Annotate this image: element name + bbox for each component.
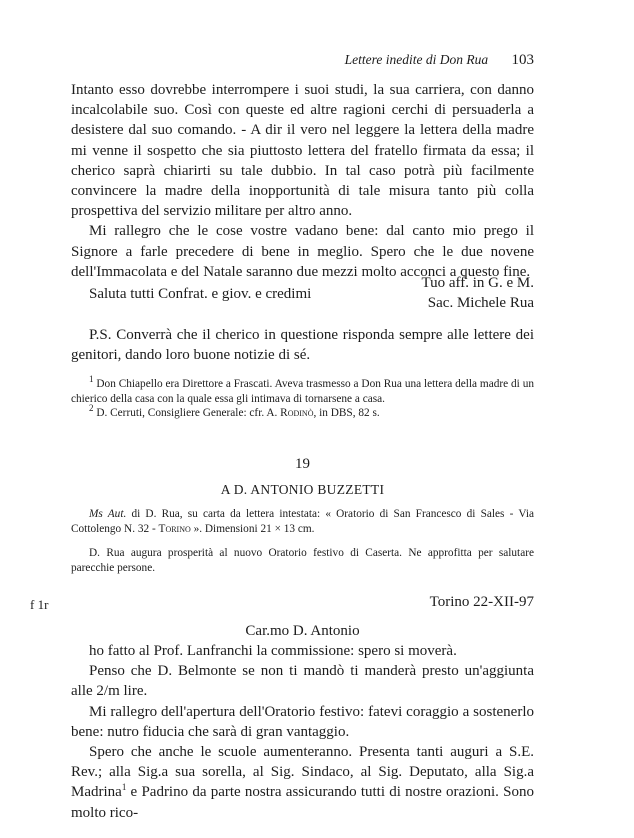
folio-marker: f 1r bbox=[30, 597, 49, 612]
body-paragraph: Intanto esso dovrebbe interrompere i suoi studi, la sua carriera, con danno incalcolabile suo. Così con queste ed altre ragioni cerchi di persuaderla a desistere dal suo comando. - A dir il vero nel leggere la lettera della madre mi venne il sospetto che sia piuttosto lettera del fratello firmata da essa; il cherico saprà chiarirti su tale dubbio. In tal caso potrà più facilmente convincere la madre della inopportunità di tale misura tanto più colla prospettiva del servizio militare per altro anno. bbox=[71, 82, 534, 220]
running-title: Lettere inedite di Don Rua bbox=[344, 52, 489, 67]
body-paragraph: Mi rallegro che le cose vostre vadano bene: dal canto mio prego il Signore a farle precedere di bene in meglio. Spero che le due novene dell'Immacolata e del Natale saranno due mezzi molto acconci a questo fine. bbox=[71, 223, 534, 280]
letter-body-continued bbox=[71, 80, 534, 304]
footnote-2: $^2$ D. Cerruti, Consigliere Generale: cfr. A. Rodinò, in DBS, 82 s. bbox=[89, 403, 380, 420]
page-number: 103 bbox=[511, 52, 534, 68]
footnote-mark: 1 bbox=[121, 782, 127, 793]
footnote-mark: 1 bbox=[89, 374, 94, 385]
source-description: Ms Aut. di D. Rua, su carta da lettera intestata: « Oratorio di San Francesco di Sales - Via Cottolengo N. 32 - Torino ». Dimensioni 21 × 13 cm. bbox=[71, 508, 534, 535]
footnote-mark: 2 bbox=[89, 403, 94, 414]
body-paragraph: ho fatto al Prof. Lanfranchi la commissione: spero si moverà. bbox=[89, 643, 457, 659]
body-paragraph: Penso che D. Belmonte se non ti mandò ti manderà presto un'aggiunta alle 2/m lire. bbox=[71, 663, 534, 700]
manuscript-type: Ms Aut. bbox=[89, 508, 127, 520]
postscript-text: P.S. Converrà che il cherico in questione risponda sempre alle lettere dei genitori, dando loro buone notizie di sé. bbox=[71, 327, 534, 364]
body-paragraph: Spero che anche le scuole aumenteranno. Presenta tanti auguri a S.E. Rev.; alla Sig.a sua sorella, al Sig. Sindaco, al Sig. Deputato, alla Sig.a Madrina$^1$ e Padrino da parte nostra assicurando tutti di nostre orazioni. Sono molto rico- bbox=[71, 744, 534, 821]
footnote-1: $^1$ Don Chiapello era Direttore a Frascati. Aveva trasmesso a Don Rua una lettera della madre di un chierico della casa con la quale essa gli intimava di tornarsene a casa. bbox=[71, 374, 534, 405]
letter-date: Torino 22-XII-97 bbox=[429, 594, 534, 610]
letter-number: 19 bbox=[295, 456, 310, 472]
letter-addressee: A D. ANTONIO BUZZETTI bbox=[220, 482, 385, 497]
postscript bbox=[71, 325, 534, 365]
salutation: Car.mo D. Antonio bbox=[245, 623, 360, 639]
body-paragraph: Mi rallegro dell'apertura dell'Oratorio festivo: fatevi coraggio a sostenerlo bene: nutro fiducia che sarà di gran vantaggio. bbox=[71, 703, 534, 740]
running-header bbox=[0, 52, 534, 69]
signature-line: Tuo aff. in G. e M. bbox=[421, 275, 534, 291]
author-name: Rodinò bbox=[280, 407, 314, 420]
letter-body bbox=[71, 641, 534, 823]
footnotes bbox=[71, 374, 534, 421]
letter-summary: D. Rua augura prosperità al nuovo Oratorio festivo di Caserta. Ne approfitta per salutare parecchie persone. bbox=[71, 547, 534, 574]
signature-line: Sac. Michele Rua bbox=[427, 295, 534, 311]
signature bbox=[71, 273, 534, 313]
body-paragraph: Saluta tutti Confrat. e giov. e credimi bbox=[89, 286, 312, 303]
